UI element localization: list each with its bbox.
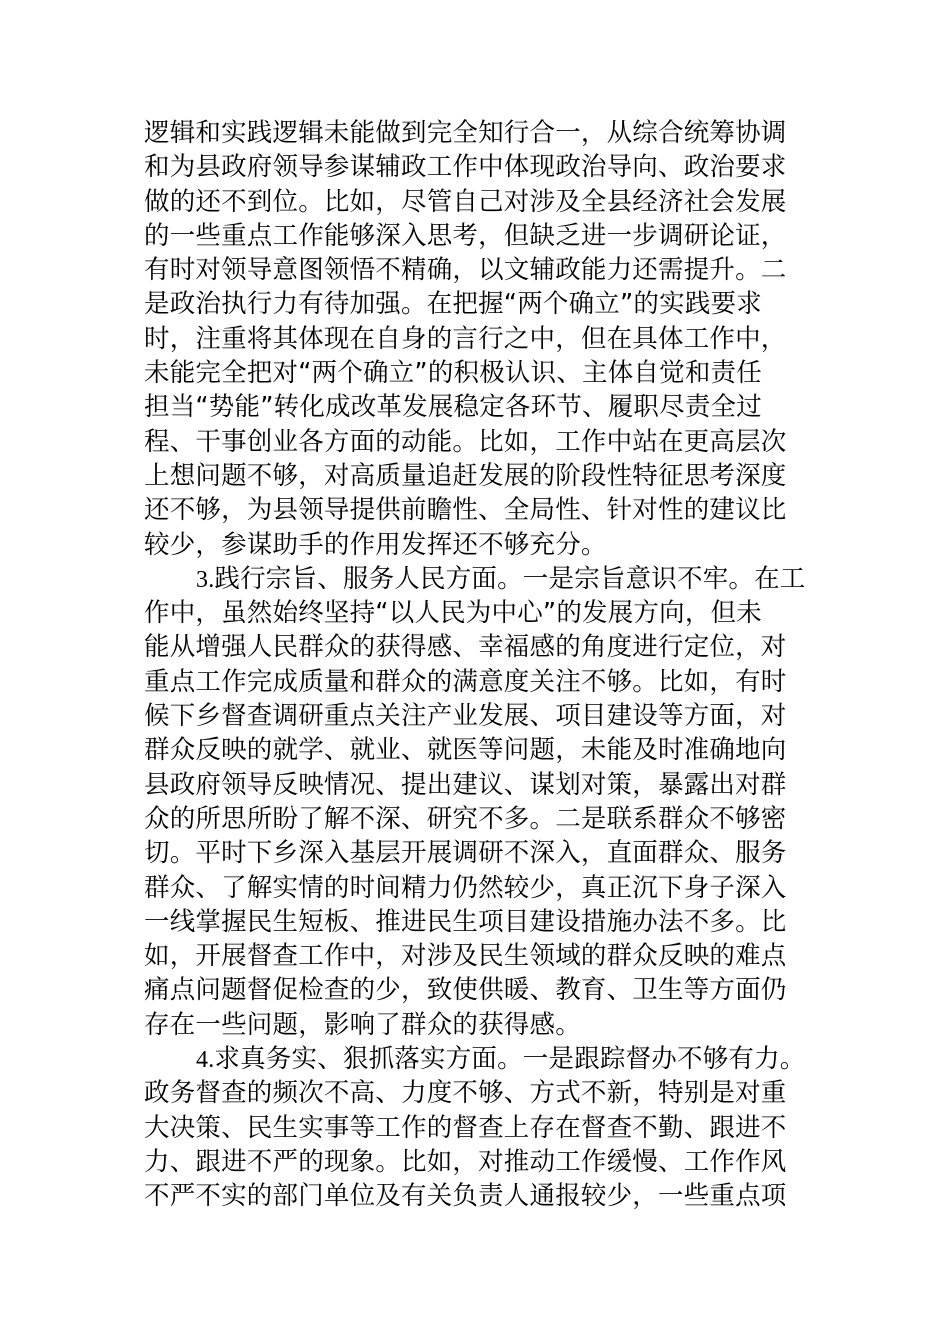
text-line: 担当“势能”转化成改革发展稳定各环节、履职尽责全过 [144,392,762,423]
text-line: 做的还不到位。比如，尽管自己对涉及全县经济社会发展 [144,186,787,217]
paragraph-first-line [144,562,808,596]
text-line: 是政治执行力有待加强。在把握“两个确立”的实践要求 [144,289,762,320]
text-line: 大决策、民生实事等工作的督查上存在督查不勤、跟进不 [144,1112,787,1143]
text-line: 力、跟进不严的现象。比如，对推动工作缓慢、工作作风 [144,1146,787,1177]
paragraph-3 [144,562,808,1042]
text-line: 存在一些问题，影响了群众的获得感。 [144,1009,581,1040]
document-body [144,116,808,1214]
text-line: 有时对领导意图领悟不精确，以文辅政能力还需提升。二 [144,255,787,286]
text-line: 作中，虽然始终坚持“以人民为中心”的发展方向，但未 [144,598,762,629]
text-line: 的一些重点工作能够深入思考，但缺乏进一步调研论证， [144,220,787,251]
text-line: 和为县政府领导参谋辅政工作中体现政治导向、政治要求 [144,152,787,183]
text-line: 一线掌握民生短板、推进民生项目建设措施办法不多。比 [144,906,787,937]
text-line: 群众、了解实情的时间精力仍然较少，真正沉下身子深入 [144,872,787,903]
text-line: 重点工作完成质量和群众的满意度关注不够。比如，有时 [144,666,787,697]
text-line: 程、干事创业各方面的动能。比如，工作中站在更高层次 [144,426,787,457]
text-line: 逻辑和实践逻辑未能做到完全知行合一，从综合统筹协调 [144,118,787,148]
text-line: 群众反映的就学、就业、就医等问题，未能及时准确地向 [144,735,787,766]
text-line: 不严不实的部门单位及有关负责人通报较少，一些重点项 [144,1181,787,1212]
section-heading-text: 求真务实、狠抓落实方面。一是跟踪督办不够有力。 [214,1044,806,1075]
text-line: 上想问题不够，对高质量追赶发展的阶段性特征思考深度 [144,460,787,491]
text-line: 时，注重将其体现在自身的言行之中，但在具体工作中， [144,323,787,354]
text-line: 众的所思所盼了解不深、研究不多。二是联系群众不够密 [144,803,787,834]
text-line: 较少，参谋助手的作用发挥还不够充分。 [144,529,607,560]
text-line: 能从增强人民群众的获得感、幸福感的角度进行定位，对 [144,632,787,663]
section-heading-text: 践行宗旨、服务人民方面。一是宗旨意识不牢。在工 [214,563,806,594]
text-line: 候下乡督查调研重点关注产业发展、项目建设等方面，对 [144,701,787,732]
text-line: 切。平时下乡深入基层开展调研不深入，直面群众、服务 [144,838,787,869]
text-line: 痛点问题督促检查的少，致使供暖、教育、卫生等方面仍 [144,975,787,1006]
paragraph-1 [144,116,808,562]
paragraph-first-line [144,1042,808,1076]
section-number: 4. [196,1047,215,1074]
text-line: 还不够，为县领导提供前瞻性、全局性、针对性的建议比 [144,495,787,526]
text-line: 县政府领导反映情况、提出建议、谋划对策，暴露出对群 [144,769,787,800]
text-line: 政务督查的频次不高、力度不够、方式不新，特别是对重 [144,1078,787,1109]
text-line: 未能完全把对“两个确立”的积极认识、主体自觉和责任 [144,358,762,389]
section-number: 3. [196,566,215,593]
paragraph-4 [144,1042,808,1213]
text-line: 如，开展督查工作中，对涉及民生领域的群众反映的难点 [144,941,787,972]
